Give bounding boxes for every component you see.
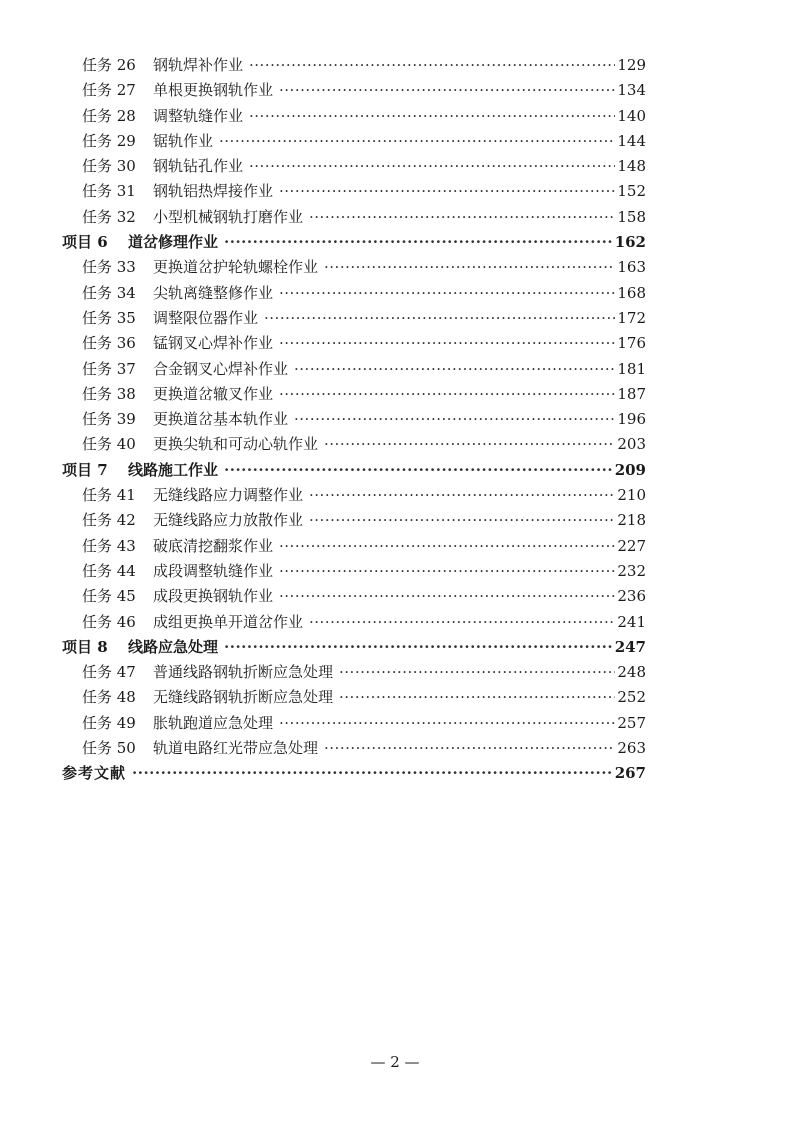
- toc-task-entry[interactable]: [62, 105, 646, 130]
- entry-number: 任务 48: [82, 688, 136, 707]
- entry-number: 任务 40: [82, 435, 136, 454]
- toc-task-entry[interactable]: [62, 737, 646, 762]
- toc-task-entry[interactable]: [62, 332, 646, 357]
- entry-number: 任务 36: [82, 334, 136, 353]
- toc-task-entry[interactable]: [62, 54, 646, 79]
- dot-leader: [224, 638, 613, 656]
- entry-title: 更换道岔基本轨作业: [153, 410, 289, 429]
- entry-title: 成段更换钢轨作业: [153, 587, 274, 606]
- entry-number: 任务 42: [82, 511, 136, 530]
- entry-title: 胀轨跑道应急处理: [153, 713, 274, 732]
- entry-page-number: 210: [617, 486, 646, 505]
- entry-number: 任务 35: [82, 308, 136, 327]
- toc-task-entry[interactable]: [62, 282, 646, 307]
- dot-leader: [279, 537, 615, 555]
- entry-title: 钢轨焊补作业: [153, 56, 244, 74]
- entry-title: 钢轨钻孔作业: [153, 157, 244, 176]
- toc-task-entry[interactable]: [62, 383, 646, 408]
- entry-page-number: 252: [617, 688, 646, 707]
- entry-page-number: 218: [617, 511, 646, 530]
- entry-number: 任务 29: [82, 131, 136, 150]
- toc-task-entry[interactable]: [62, 155, 646, 180]
- dot-leader: [219, 132, 615, 150]
- dot-leader: [339, 663, 615, 681]
- entry-page-number: 144: [617, 131, 646, 150]
- entry-title: 普通线路钢轨折断应急处理: [153, 663, 334, 682]
- entry-page-number: 196: [617, 410, 646, 429]
- entry-title: 合金钢叉心焊补作业: [153, 359, 289, 378]
- entry-page-number: 267: [614, 764, 646, 783]
- dot-leader: [279, 385, 615, 403]
- toc-project-entry[interactable]: [62, 459, 646, 484]
- toc-task-entry[interactable]: [62, 712, 646, 737]
- dot-leader: [279, 284, 615, 302]
- toc-task-entry[interactable]: [62, 560, 646, 585]
- entry-page-number: 247: [614, 637, 646, 656]
- entry-title: 锯轨作业: [153, 131, 214, 150]
- entry-number: 任务 38: [82, 384, 136, 403]
- entry-number: 任务 33: [82, 258, 136, 277]
- entry-title: 单根更换钢轨作业: [153, 81, 274, 100]
- entry-page-number: 187: [617, 384, 646, 403]
- entry-number: 任务 46: [82, 612, 136, 631]
- entry-page-number: 232: [617, 561, 646, 580]
- toc-task-entry[interactable]: [62, 611, 646, 636]
- entry-page-number: 263: [617, 739, 646, 758]
- dot-leader: [224, 461, 613, 479]
- entry-title: 线路应急处理: [128, 637, 219, 656]
- entry-number: 项目 8: [62, 637, 108, 656]
- entry-number: 任务 37: [82, 359, 136, 378]
- dot-leader: [294, 410, 615, 428]
- entry-page-number: 168: [617, 283, 646, 302]
- dot-leader: [132, 764, 613, 782]
- table-of-contents: [62, 54, 646, 788]
- entry-page-number: 152: [617, 182, 646, 201]
- entry-title: 调整限位器作业: [153, 308, 259, 327]
- entry-number: 任务 30: [82, 157, 136, 176]
- toc-task-entry[interactable]: [62, 256, 646, 281]
- toc-task-entry[interactable]: [62, 484, 646, 509]
- entry-number: 任务 27: [82, 81, 136, 100]
- entry-number: 任务 26: [82, 56, 136, 74]
- entry-number: 任务 47: [82, 663, 136, 682]
- dot-leader: [249, 56, 615, 74]
- entry-title: 小型机械钢轨打磨作业: [153, 207, 304, 226]
- page-number: — 2 —: [370, 1053, 420, 1071]
- entry-page-number: 209: [614, 460, 646, 479]
- dot-leader: [309, 208, 615, 226]
- dot-leader: [309, 613, 615, 631]
- entry-page-number: 176: [617, 334, 646, 353]
- dot-leader: [249, 107, 615, 125]
- entry-number: 项目 6: [62, 233, 108, 252]
- entry-page-number: 257: [617, 713, 646, 732]
- entry-title: 钢轨铝热焊接作业: [153, 182, 274, 201]
- entry-page-number: 163: [617, 258, 646, 277]
- toc-task-entry[interactable]: [62, 585, 646, 610]
- entry-number: 任务 28: [82, 106, 136, 125]
- toc-reference-entry[interactable]: [62, 762, 646, 787]
- dot-leader: [279, 587, 615, 605]
- entry-page-number: 181: [617, 359, 646, 378]
- dot-leader: [279, 714, 615, 732]
- toc-project-entry[interactable]: [62, 636, 646, 661]
- entry-page-number: 227: [617, 536, 646, 555]
- dot-leader: [249, 157, 615, 175]
- entry-title: 成段调整轨缝作业: [153, 561, 274, 580]
- entry-title: 更换尖轨和可动心轨作业: [153, 435, 319, 454]
- entry-title: 更换道岔护轮轨螺栓作业: [153, 258, 319, 277]
- dot-leader: [324, 739, 615, 757]
- entry-number: 任务 34: [82, 283, 136, 302]
- toc-task-entry[interactable]: [62, 408, 646, 433]
- dot-leader: [224, 233, 613, 251]
- entry-title: 成组更换单开道岔作业: [153, 612, 304, 631]
- entry-title: 轨道电路红光带应急处理: [153, 739, 319, 758]
- entry-page-number: 134: [617, 81, 646, 100]
- entry-number: 任务 39: [82, 410, 136, 429]
- dot-leader: [279, 334, 615, 352]
- entry-title: 无缝线路钢轨折断应急处理: [153, 688, 334, 707]
- entry-page-number: 241: [617, 612, 646, 631]
- entry-number: 任务 45: [82, 587, 136, 606]
- entry-number: 项目 7: [62, 460, 108, 479]
- entry-title: 锰钢叉心焊补作业: [153, 334, 274, 353]
- toc-task-entry[interactable]: [62, 358, 646, 383]
- entry-page-number: 129: [617, 56, 646, 74]
- entry-title: 尖轨离缝整修作业: [153, 283, 274, 302]
- entry-page-number: 203: [617, 435, 646, 454]
- toc-task-entry[interactable]: [62, 180, 646, 205]
- dot-leader: [279, 81, 615, 99]
- dot-leader: [294, 360, 615, 378]
- toc-task-entry[interactable]: [62, 661, 646, 686]
- entry-title: 无缝线路应力调整作业: [153, 486, 304, 505]
- dot-leader: [324, 435, 615, 453]
- toc-task-entry[interactable]: [62, 509, 646, 534]
- entry-title: 调整轨缝作业: [153, 106, 244, 125]
- entry-page-number: 172: [617, 308, 646, 327]
- dot-leader: [324, 258, 615, 276]
- entry-number: 任务 32: [82, 207, 136, 226]
- toc-task-entry[interactable]: [62, 686, 646, 711]
- entry-title: 无缝线路应力放散作业: [153, 511, 304, 530]
- entry-page-number: 158: [617, 207, 646, 226]
- entry-title: 道岔修理作业: [128, 233, 219, 252]
- entry-page-number: 248: [617, 663, 646, 682]
- entry-page-number: 162: [614, 233, 646, 252]
- dot-leader: [264, 309, 615, 327]
- entry-number: 任务 49: [82, 713, 136, 732]
- entry-page-number: 236: [617, 587, 646, 606]
- entry-title: 线路施工作业: [128, 460, 219, 479]
- dot-leader: [279, 182, 615, 200]
- dot-leader: [339, 688, 615, 706]
- dot-leader: [309, 486, 615, 504]
- entry-number: 任务 41: [82, 486, 136, 505]
- toc-project-entry[interactable]: [62, 231, 646, 256]
- entry-number: 任务 31: [82, 182, 136, 201]
- toc-task-entry[interactable]: [62, 307, 646, 332]
- entry-page-number: 148: [617, 157, 646, 176]
- toc-task-entry[interactable]: [62, 535, 646, 560]
- entry-number: 任务 50: [82, 739, 136, 758]
- entry-number: 任务 44: [82, 561, 136, 580]
- toc-task-entry[interactable]: [62, 206, 646, 231]
- toc-task-entry[interactable]: [62, 130, 646, 155]
- entry-number: 任务 43: [82, 536, 136, 555]
- dot-leader: [279, 562, 615, 580]
- toc-task-entry[interactable]: [62, 79, 646, 104]
- entry-title: 破底清挖翻浆作业: [153, 536, 274, 555]
- entry-title: 参考文献: [62, 764, 127, 783]
- entry-title: 更换道岔辙叉作业: [153, 384, 274, 403]
- toc-task-entry[interactable]: [62, 433, 646, 458]
- dot-leader: [309, 511, 615, 529]
- entry-page-number: 140: [617, 106, 646, 125]
